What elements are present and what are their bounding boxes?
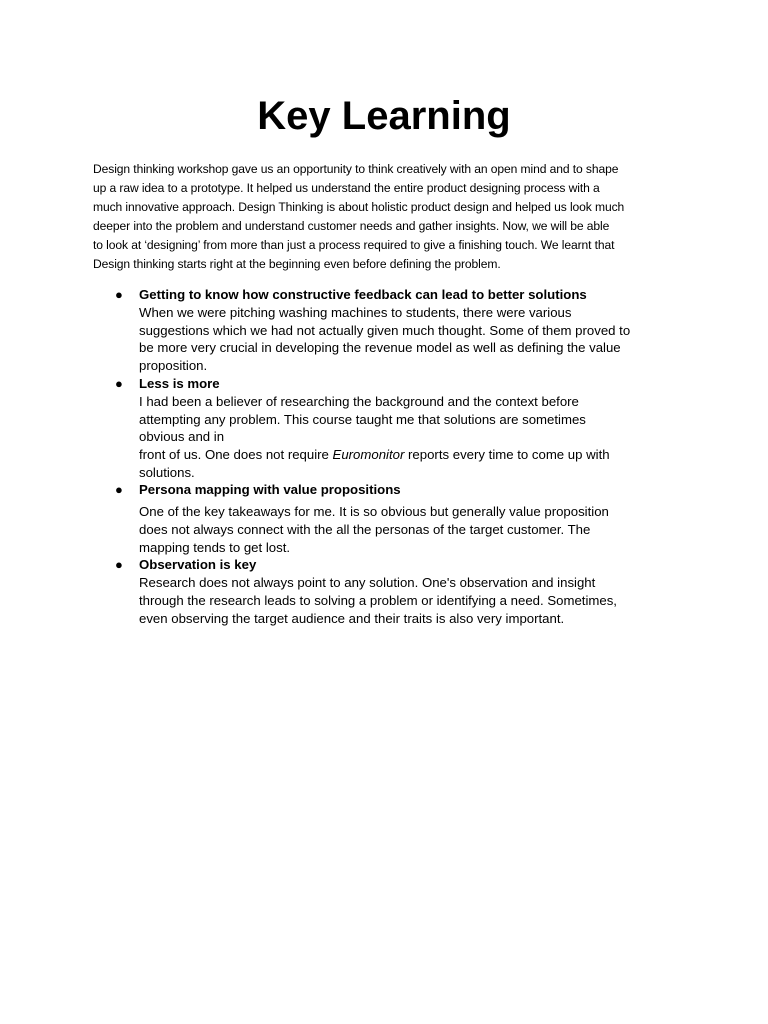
item-body [139, 304, 693, 375]
item-heading: Observation is key [139, 557, 257, 573]
body-text: front of us. One does not require [139, 446, 333, 462]
body-line: suggestions which we had not actually given much thought. Some of them proved to [139, 322, 631, 338]
list-item-persona-mapping [93, 481, 693, 556]
body-line: does not always connect with the all the personas of the target customer. The [139, 522, 591, 538]
body-line: mapping tends to get lost. [139, 539, 291, 555]
item-heading: Persona mapping with value propositions [139, 482, 401, 498]
body-line: One of the key takeaways for me. It is so obvious but generally value proposition [139, 504, 609, 520]
body-line: obvious and in [139, 429, 225, 445]
intro-paragraph [93, 160, 685, 274]
intro-line: up a raw idea to a prototype. It helped us understand the entire product designing process with a [93, 181, 600, 195]
body-line: When we were pitching washing machines to students, there were various [139, 305, 572, 320]
item-heading: Less is more [139, 375, 220, 391]
body-text: reports every time to come up with [404, 446, 610, 462]
intro-line: to look at ‘designing’ from more than just a process required to give a finishing touch. We learnt that [93, 238, 615, 252]
item-body [139, 503, 693, 556]
list-item-observation [93, 556, 693, 627]
body-line: through the research leads to solving a problem or identifying a need. Sometimes, [139, 593, 617, 609]
body-line: even observing the target audience and their traits is also very important. [139, 610, 565, 626]
intro-line: Design thinking starts right at the beginning even before defining the problem. [93, 257, 501, 271]
page-title: Key Learning [257, 94, 511, 138]
item-heading: Getting to know how constructive feedback can lead to better solutions [139, 287, 587, 302]
body-line: be more very crucial in developing the revenue model as well as defining the value [139, 340, 621, 356]
bullet-icon: ● [115, 375, 123, 391]
item-body [139, 393, 693, 482]
bullet-icon: ● [115, 482, 123, 498]
key-learning-list [93, 286, 693, 628]
body-line: I had been a believer of researching the background and the context before [139, 393, 579, 409]
intro-line: much innovative approach. Design Thinking is about holistic product design and helped us look much [93, 200, 625, 214]
bullet-icon: ● [115, 557, 123, 573]
emphasized-text: Euromonitor [332, 446, 405, 462]
body-line: attempting any problem. This course taught me that solutions are sometimes [139, 411, 586, 427]
body-line-mixed [139, 446, 693, 464]
bullet-icon: ● [115, 287, 123, 302]
intro-line: Design thinking workshop gave us an opportunity to think creatively with an open mind and to shape [93, 162, 619, 176]
list-item-less-is-more [93, 375, 693, 482]
item-body [139, 574, 693, 627]
intro-line: deeper into the problem and understand customer needs and gather insights. Now, we will be able [93, 219, 610, 233]
list-item-feedback [93, 286, 693, 375]
body-line: proposition. [139, 358, 208, 374]
body-line: solutions. [139, 464, 195, 480]
body-line: Research does not always point to any solution. One's observation and insight [139, 575, 596, 591]
